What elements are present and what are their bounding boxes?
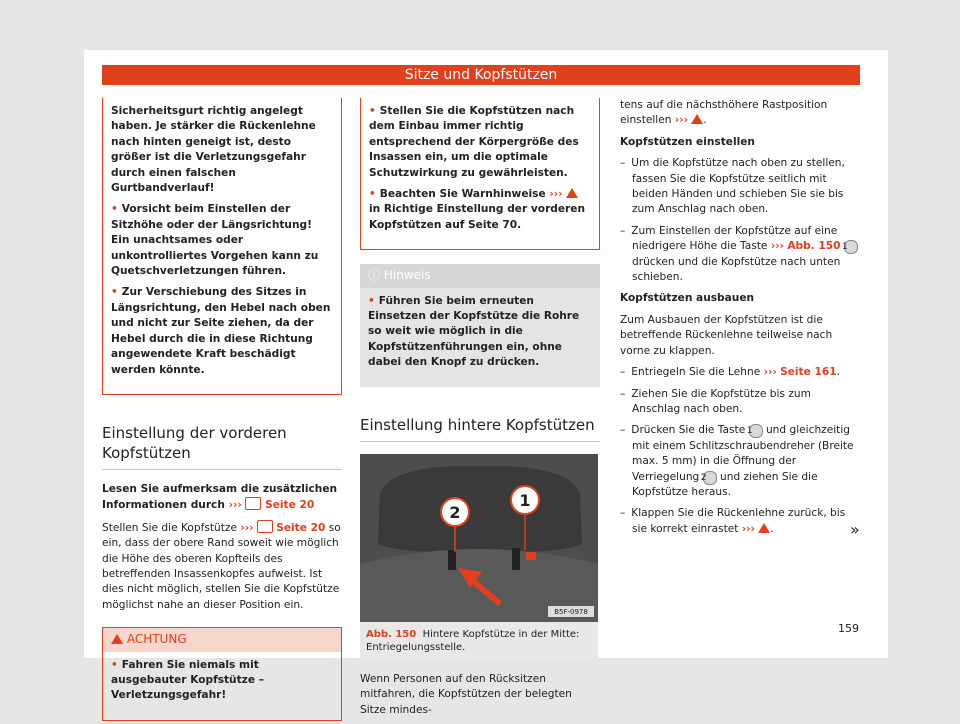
step-3: – Entriegeln Sie die Lehne ››› Seite 161. [620, 365, 860, 380]
page-header [102, 65, 860, 85]
achtung-label: ACHTUNG [126, 632, 187, 647]
section-title-front-headrests: Einstellung der vorderen Kopfstützen [102, 423, 287, 462]
header-title: Sitze und Kopfstützen [404, 67, 558, 83]
book-reference-icon [245, 497, 261, 510]
paragraph-continued: tens auf die nächsthöhere Rastposition einstellen ››› . [620, 99, 828, 127]
caption-label: Abb. 150 [366, 628, 417, 640]
intro-paragraph: Lesen Sie aufmerksam die zusätzlichen Informationen durch ››› Seite 20 [102, 482, 338, 512]
warning-bullet-4: • Beachten Sie Warnhinweise ››› in Richtige Einstellung der vorderen Kopfstützen auf Seite 70. [369, 187, 591, 233]
column-2 [360, 98, 600, 724]
hinweis-bullet-1: • Führen Sie beim erneuten Einsetzen der Kopfstütze die Rohre so weit wie möglich in die Kopfstützenführungen ein, ohne dabei den Knopf zu drücken. [368, 294, 592, 371]
heading-adjust: Kopfstützen einstellen [620, 135, 755, 148]
headrest-illustration [360, 454, 598, 622]
figure-rear-headrest [360, 454, 598, 622]
warning-triangle-icon [566, 188, 578, 198]
section-title-rear-headrests: Einstellung hintere Kopfstützen [360, 415, 595, 434]
hinweis-label: Hinweis [383, 268, 431, 283]
intro-ref-link[interactable]: Seite 20 [265, 499, 315, 512]
figure-callout-2: 2 [449, 502, 461, 522]
paragraph-remove: Zum Ausbauen der Kopfstützen ist die betreffende Rückenlehne teilweise nach vorne zu klappen. [620, 313, 833, 357]
step-6: – Klappen Sie die Rückenlehne zurück, bis sie korrekt einrastet ››› . [620, 506, 860, 537]
step-2: – Zum Einstellen der Kopfstütze auf eine niedrigere Höhe die Taste ››› Abb. 150 1 drücken und die Kopfstütze nach unten schieben. [620, 224, 860, 286]
page-ref-link[interactable]: Seite 161 [780, 366, 837, 379]
figure-callout-1: 1 [519, 490, 531, 510]
callout-badge: 1 [749, 424, 763, 438]
paragraph-adjust: Stellen Sie die Kopfstütze ››› Seite 20 so ein, dass der obere Rand soweit wie möglich die Höhe des oberen Kopfteils des betreffenden Insassenkopfes aufweist. Ist dies nicht möglich, stellen Sie die Kopfstütze möglichst nahe an dieser Position ein. [102, 521, 341, 611]
warning-continued-text: Sicherheitsgurt richtig angelegt haben. Je stärker die Rückenlehne nach hinten geneigt ist, desto größer ist die Verletzungsgefahr durch einen falschen Gurtbandverlauf! [111, 105, 316, 195]
p1-text-a: Stellen Sie die Kopfstütze [102, 521, 237, 534]
step-5: – Drücken Sie die Taste 1 und gleichzeitig mit einem Schlitzschraubendreher (Breite max. 5 mm) in die Öffnung der Verriegelung 2 und ziehen Sie die Kopfstütze heraus. [620, 423, 860, 500]
column-3 [620, 98, 860, 543]
achtung-box [102, 627, 342, 721]
paragraph-rear: Wenn Personen auf den Rücksitzen mitfahren, die Kopfstützen der belegten Sitze mindes- [360, 672, 572, 716]
heading-remove: Kopfstützen ausbauen [620, 292, 755, 305]
warning-box-continued-2 [360, 98, 600, 250]
warning-bullet-2: • Zur Verschiebung des Sitzes in Längsrichtung, den Hebel nach oben und nicht zur Seite ziehen, da der Hebel durch die in diese Richtung angewendete Kraft beschädigt werden könnte. [111, 285, 333, 377]
warning-box-continued [102, 98, 342, 395]
warning-triangle-icon [111, 634, 123, 644]
figure-code: B5F-0978 [554, 607, 588, 616]
hinweis-header [360, 264, 600, 287]
warning-bullet-3: • Stellen Sie die Kopfstützen nach dem Einbau immer richtig entsprechend der Körpergröße des Insassen ein, um die optimale Schutzwirkung zu gewährleisten. [369, 104, 591, 181]
step-1: – Um die Kopfstütze nach oben zu stellen, fassen Sie die Kopfstütze seitlich mit beiden Händen und schieben Sie sie bis zum Anschlag nach oben. [620, 156, 860, 218]
hinweis-box [360, 264, 600, 386]
info-icon: ⓘ [368, 268, 381, 283]
warning-triangle-icon [691, 114, 703, 124]
warning-triangle-icon [758, 523, 770, 533]
callout-badge: 1 [844, 240, 858, 254]
callout-badge: 2 [703, 471, 717, 485]
intro-text: Lesen Sie aufmerksam die zusätzlichen Informationen durch [102, 482, 338, 512]
fig-ref-link[interactable]: Abb. 150 [787, 240, 841, 253]
divider [102, 469, 342, 470]
divider [360, 441, 600, 442]
column-1 [102, 98, 342, 721]
book-reference-icon [257, 520, 273, 533]
figure-caption [360, 622, 598, 660]
warning-bullet-1: • Vorsicht beim Einstellen der Sitzhöhe oder der Längsrichtung! Ein unachtsames oder unkontrolliertes Vorgehen kann zu Quetschverletzungen führen. [111, 202, 333, 279]
p1-ref-link[interactable]: Seite 20 [276, 521, 326, 534]
page-number: 159 [838, 622, 859, 635]
continue-chevron: » [850, 520, 860, 539]
achtung-bullet-1: • Fahren Sie niemals mit ausgebauter Kopfstütze – Verletzungsgefahr! [111, 658, 333, 704]
p1-text-b: so ein, dass der obere Rand soweit wie möglich die Höhe des oberen Kopfteils des betreffenden Insassenkopfes aufweist. Ist dies nicht möglich, stellen Sie die Kopfstütze möglichst nahe an dieser Position ein. [102, 521, 341, 611]
achtung-header [103, 628, 341, 651]
caption-text: Hintere Kopfstütze in der Mitte: Entriegelungsstelle. [366, 628, 580, 653]
step-4: – Ziehen Sie die Kopfstütze bis zum Anschlag nach oben. [620, 387, 860, 418]
